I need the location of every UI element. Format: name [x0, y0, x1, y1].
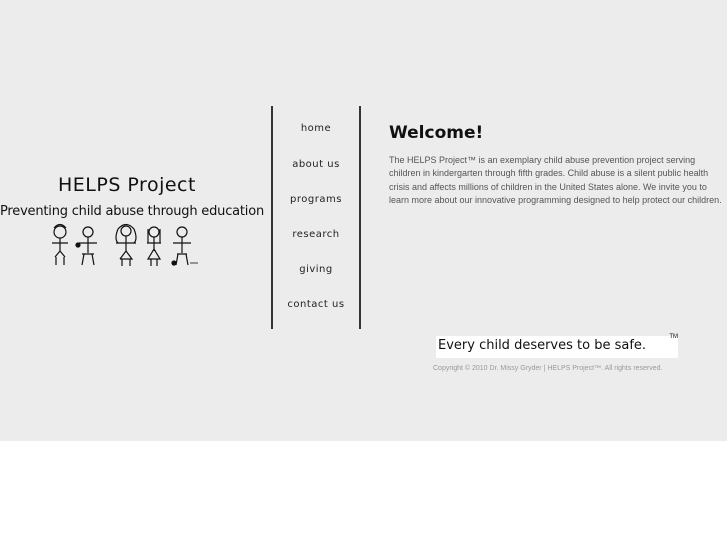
nav-home[interactable]: home	[300, 123, 332, 134]
logo-tagline: Preventing child abuse through education	[0, 204, 265, 219]
helps-logo[interactable]	[0, 170, 265, 270]
nav-contact-us[interactable]: contact us	[287, 299, 345, 310]
slogan-trademark: TM	[669, 334, 678, 340]
nav-research[interactable]: research	[292, 229, 340, 240]
nav-programs[interactable]: programs	[290, 194, 342, 205]
slogan-text: Every child deserves to be safe.	[438, 338, 647, 353]
intro-paragraph: The HELPS Project™ is an exemplary child abuse prevention project serving children in kindergarten through fifth grades. Child abuse is a silent public health crisis and affects millions of children in the United States alone. We invite you to learn more about our innovative programming designed to help protect our children.	[389, 155, 722, 206]
main-nav	[271, 106, 361, 329]
logo-title: HELPS Project	[58, 174, 196, 196]
nav-giving[interactable]: giving	[299, 264, 333, 275]
children-drawing-icon	[46, 223, 206, 269]
copyright-text: Copyright © 2010 Dr. Missy Gryder | HELPS Project™. All rights reserved.	[433, 365, 663, 372]
slogan-banner	[436, 336, 678, 358]
nav-about-us[interactable]: about us	[292, 159, 340, 170]
welcome-heading: Welcome!	[389, 123, 484, 143]
